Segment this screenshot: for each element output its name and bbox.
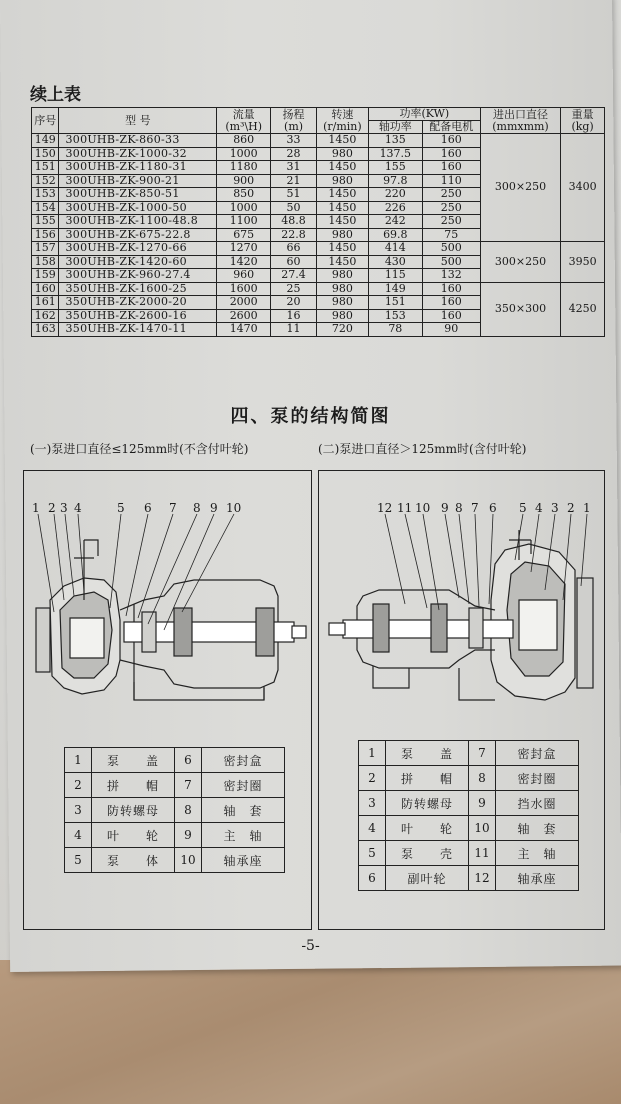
header-model: 型 号	[59, 108, 217, 134]
legend-number: 3	[65, 798, 92, 823]
right-subtitle: (二)泵进口直径＞125mm时(含付叶轮)	[318, 442, 527, 456]
right-callout-4: 4	[535, 501, 543, 515]
model-cell: 300UHB-ZK-850-51	[59, 188, 217, 202]
legend-part-name: 叶 轮	[386, 816, 469, 841]
flow-cell: 1600	[217, 282, 271, 296]
shaft-power-cell: 115	[368, 269, 422, 283]
speed-cell: 980	[316, 147, 368, 161]
left-callout-1: 1	[32, 501, 40, 515]
legend-number: 8	[175, 798, 202, 823]
legend-part-name: 挡水圈	[496, 791, 579, 816]
speed-cell: 1450	[316, 242, 368, 256]
model-cell: 300UHB-ZK-1270-66	[59, 242, 217, 256]
weight-cell: 3400	[561, 134, 605, 242]
motor-power-cell: 250	[422, 188, 480, 202]
head-cell: 66	[271, 242, 317, 256]
head-cell: 48.8	[271, 215, 317, 229]
model-cell: 300UHB-ZK-1000-32	[59, 147, 217, 161]
header-speed	[316, 108, 368, 134]
legend-number: 5	[359, 841, 386, 866]
speed-cell: 1450	[316, 255, 368, 269]
header-shaft-power: 轴功率	[368, 121, 422, 134]
right-callout-12: 12	[377, 501, 393, 515]
legend-number: 4	[359, 816, 386, 841]
model-cell: 300UHB-ZK-900-21	[59, 174, 217, 188]
right-parts-legend	[358, 740, 579, 891]
table-row	[32, 242, 605, 256]
right-callout-2: 2	[567, 501, 575, 515]
speed-cell: 980	[316, 174, 368, 188]
speed-cell: 1450	[316, 161, 368, 175]
head-cell: 20	[271, 296, 317, 310]
legend-part-name: 密封圈	[496, 766, 579, 791]
motor-power-cell: 160	[422, 296, 480, 310]
right-callout-10: 10	[415, 501, 431, 515]
shaft-power-cell: 137.5	[368, 147, 422, 161]
header-speed-label: 转速	[331, 107, 354, 121]
model-cell: 300UHB-ZK-675-22.8	[59, 228, 217, 242]
left-pump-drawing	[24, 500, 310, 720]
legend-part-name: 密封盒	[202, 748, 285, 773]
legend-number: 12	[469, 866, 496, 891]
header-motor-power: 配备电机	[422, 121, 480, 134]
shaft-power-cell: 242	[368, 215, 422, 229]
header-weight-label: 重量	[571, 107, 594, 121]
diameter-cell: 300×250	[480, 242, 560, 283]
speed-cell: 980	[316, 269, 368, 283]
legend-part-name: 叶 轮	[92, 823, 175, 848]
header-flow-unit: (m³\H)	[225, 119, 263, 133]
left-subtitle: (一)泵进口直径≤125mm时(不含付叶轮)	[30, 442, 249, 456]
seq-cell: 160	[32, 282, 59, 296]
legend-row	[65, 848, 285, 873]
motor-power-cell: 160	[422, 282, 480, 296]
legend-number: 6	[359, 866, 386, 891]
legend-number: 1	[359, 741, 386, 766]
legend-row	[65, 798, 285, 823]
weight-cell: 4250	[561, 282, 605, 336]
flow-cell: 900	[217, 174, 271, 188]
model-cell: 300UHB-ZK-1180-31	[59, 161, 217, 175]
left-callout-10: 10	[226, 501, 242, 515]
model-cell: 350UHB-ZK-1600-25	[59, 282, 217, 296]
legend-part-name: 防转螺母	[386, 791, 469, 816]
legend-part-name: 轴 套	[202, 798, 285, 823]
seq-cell: 151	[32, 161, 59, 175]
speed-cell: 1450	[316, 215, 368, 229]
model-cell: 350UHB-ZK-2000-20	[59, 296, 217, 310]
motor-power-cell: 160	[422, 134, 480, 148]
left-parts-legend	[64, 747, 285, 873]
diameter-cell: 300×250	[480, 134, 560, 242]
legend-row	[359, 841, 579, 866]
legend-number: 6	[175, 748, 202, 773]
seq-cell: 150	[32, 147, 59, 161]
legend-row	[359, 866, 579, 891]
table-row	[32, 282, 605, 296]
motor-power-cell: 250	[422, 201, 480, 215]
legend-number: 10	[469, 816, 496, 841]
diameter-cell: 350×300	[480, 282, 560, 336]
right-callout-6: 6	[489, 501, 497, 515]
head-cell: 31	[271, 161, 317, 175]
seq-cell: 157	[32, 242, 59, 256]
legend-part-name: 拼 帽	[92, 773, 175, 798]
legend-part-name: 泵 盖	[386, 741, 469, 766]
shaft-power-cell: 78	[368, 323, 422, 337]
head-cell: 60	[271, 255, 317, 269]
legend-part-name: 密封圈	[202, 773, 285, 798]
right-callout-8: 8	[455, 501, 463, 515]
header-seq: 序号	[32, 108, 59, 134]
model-cell: 300UHB-ZK-1100-48.8	[59, 215, 217, 229]
left-callout-7: 7	[169, 501, 177, 515]
legend-number: 11	[469, 841, 496, 866]
seq-cell: 161	[32, 296, 59, 310]
motor-power-cell: 500	[422, 255, 480, 269]
flow-cell: 1420	[217, 255, 271, 269]
right-callout-5: 5	[519, 501, 527, 515]
shaft-power-cell: 153	[368, 309, 422, 323]
shaft-power-cell: 149	[368, 282, 422, 296]
legend-part-name: 主 轴	[202, 823, 285, 848]
speed-cell: 1450	[316, 134, 368, 148]
legend-part-name: 密封盒	[496, 741, 579, 766]
legend-number: 9	[469, 791, 496, 816]
spec-table-body	[32, 134, 605, 337]
head-cell: 22.8	[271, 228, 317, 242]
legend-number: 9	[175, 823, 202, 848]
right-pump-drawing	[319, 500, 603, 720]
legend-part-name: 拼 帽	[386, 766, 469, 791]
shaft-power-cell: 135	[368, 134, 422, 148]
right-callout-7: 7	[471, 501, 479, 515]
head-cell: 16	[271, 309, 317, 323]
left-callout-2: 2	[48, 501, 56, 515]
motor-power-cell: 500	[422, 242, 480, 256]
header-head	[271, 108, 317, 134]
flow-cell: 860	[217, 134, 271, 148]
speed-cell: 980	[316, 296, 368, 310]
legend-number: 10	[175, 848, 202, 873]
head-cell: 28	[271, 147, 317, 161]
flow-cell: 1270	[217, 242, 271, 256]
model-cell: 300UHB-ZK-1420-60	[59, 255, 217, 269]
right-callout-9: 9	[441, 501, 449, 515]
head-cell: 27.4	[271, 269, 317, 283]
table-row	[32, 134, 605, 148]
continued-table-title: 续上表	[30, 85, 81, 105]
legend-part-name: 轴承座	[496, 866, 579, 891]
legend-part-name: 防转螺母	[92, 798, 175, 823]
legend-row	[359, 766, 579, 791]
shaft-power-cell: 151	[368, 296, 422, 310]
legend-part-name: 泵 壳	[386, 841, 469, 866]
shaft-power-cell: 414	[368, 242, 422, 256]
shaft-power-cell: 69.8	[368, 228, 422, 242]
legend-part-name: 主 轴	[496, 841, 579, 866]
seq-cell: 149	[32, 134, 59, 148]
seq-cell: 158	[32, 255, 59, 269]
seq-cell: 154	[32, 201, 59, 215]
seq-cell: 162	[32, 309, 59, 323]
model-cell: 350UHB-ZK-1470-11	[59, 323, 217, 337]
seq-cell: 153	[32, 188, 59, 202]
left-callout-5: 5	[117, 501, 125, 515]
motor-power-cell: 132	[422, 269, 480, 283]
motor-power-cell: 110	[422, 174, 480, 188]
flow-cell: 675	[217, 228, 271, 242]
model-cell: 300UHB-ZK-860-33	[59, 134, 217, 148]
legend-part-name: 轴 套	[496, 816, 579, 841]
weight-cell: 3950	[561, 242, 605, 283]
page-number: -5-	[301, 938, 320, 954]
seq-cell: 155	[32, 215, 59, 229]
head-cell: 11	[271, 323, 317, 337]
model-cell: 300UHB-ZK-960-27.4	[59, 269, 217, 283]
motor-power-cell: 160	[422, 309, 480, 323]
right-callout-3: 3	[551, 501, 559, 515]
legend-part-name: 副叶轮	[386, 866, 469, 891]
right-callout-11: 11	[397, 501, 413, 515]
left-callout-3: 3	[60, 501, 68, 515]
shaft-power-cell: 155	[368, 161, 422, 175]
section-title: 四、泵的结构简图	[230, 406, 391, 427]
header-head-label: 扬程	[282, 107, 305, 121]
shaft-power-cell: 220	[368, 188, 422, 202]
header-speed-unit: (r/min)	[323, 119, 362, 133]
header-flow-label: 流量	[232, 107, 255, 121]
motor-power-cell: 160	[422, 147, 480, 161]
left-callout-6: 6	[144, 501, 152, 515]
legend-number: 1	[65, 748, 92, 773]
seq-cell: 156	[32, 228, 59, 242]
left-callout-4: 4	[74, 501, 82, 515]
legend-number: 2	[359, 766, 386, 791]
flow-cell: 850	[217, 188, 271, 202]
flow-cell: 1000	[217, 147, 271, 161]
legend-row	[359, 816, 579, 841]
speed-cell: 980	[316, 228, 368, 242]
shaft-power-cell: 97.8	[368, 174, 422, 188]
left-callout-8: 8	[193, 501, 201, 515]
model-cell: 350UHB-ZK-2600-16	[59, 309, 217, 323]
legend-part-name: 泵 体	[92, 848, 175, 873]
pump-spec-table	[31, 107, 605, 337]
speed-cell: 980	[316, 282, 368, 296]
header-weight	[561, 108, 605, 134]
legend-number: 7	[175, 773, 202, 798]
legend-row	[359, 741, 579, 766]
head-cell: 33	[271, 134, 317, 148]
motor-power-cell: 90	[422, 323, 480, 337]
head-cell: 21	[271, 174, 317, 188]
head-cell: 51	[271, 188, 317, 202]
speed-cell: 980	[316, 309, 368, 323]
flow-cell: 960	[217, 269, 271, 283]
shaft-power-cell: 430	[368, 255, 422, 269]
legend-part-name: 泵 盖	[92, 748, 175, 773]
legend-number: 4	[65, 823, 92, 848]
flow-cell: 2600	[217, 309, 271, 323]
legend-number: 3	[359, 791, 386, 816]
legend-number: 2	[65, 773, 92, 798]
motor-power-cell: 250	[422, 215, 480, 229]
legend-number: 8	[469, 766, 496, 791]
flow-cell: 1100	[217, 215, 271, 229]
header-weight-unit: (kg)	[571, 119, 594, 133]
flow-cell: 1470	[217, 323, 271, 337]
legend-row	[65, 748, 285, 773]
speed-cell: 720	[316, 323, 368, 337]
flow-cell: 1180	[217, 161, 271, 175]
flow-cell: 1000	[217, 201, 271, 215]
speed-cell: 1450	[316, 201, 368, 215]
header-diameter-label: 进出口直径	[492, 107, 548, 121]
shaft-power-cell: 226	[368, 201, 422, 215]
left-callout-9: 9	[210, 501, 218, 515]
header-diameter-unit: (mmxmm)	[492, 119, 549, 133]
seq-cell: 159	[32, 269, 59, 283]
legend-number: 5	[65, 848, 92, 873]
legend-number: 7	[469, 741, 496, 766]
head-cell: 25	[271, 282, 317, 296]
legend-row	[65, 773, 285, 798]
header-power: 功率(KW)	[368, 108, 480, 121]
model-cell: 300UHB-ZK-1000-50	[59, 201, 217, 215]
motor-power-cell: 160	[422, 161, 480, 175]
head-cell: 50	[271, 201, 317, 215]
header-diameter	[480, 108, 560, 134]
right-callout-1: 1	[583, 501, 591, 515]
header-flow	[217, 108, 271, 134]
seq-cell: 163	[32, 323, 59, 337]
motor-power-cell: 75	[422, 228, 480, 242]
flow-cell: 2000	[217, 296, 271, 310]
legend-row	[359, 791, 579, 816]
legend-part-name: 轴承座	[202, 848, 285, 873]
legend-row	[65, 823, 285, 848]
seq-cell: 152	[32, 174, 59, 188]
header-head-unit: (m)	[284, 119, 304, 133]
speed-cell: 1450	[316, 188, 368, 202]
wood-tabletop	[0, 960, 621, 1104]
